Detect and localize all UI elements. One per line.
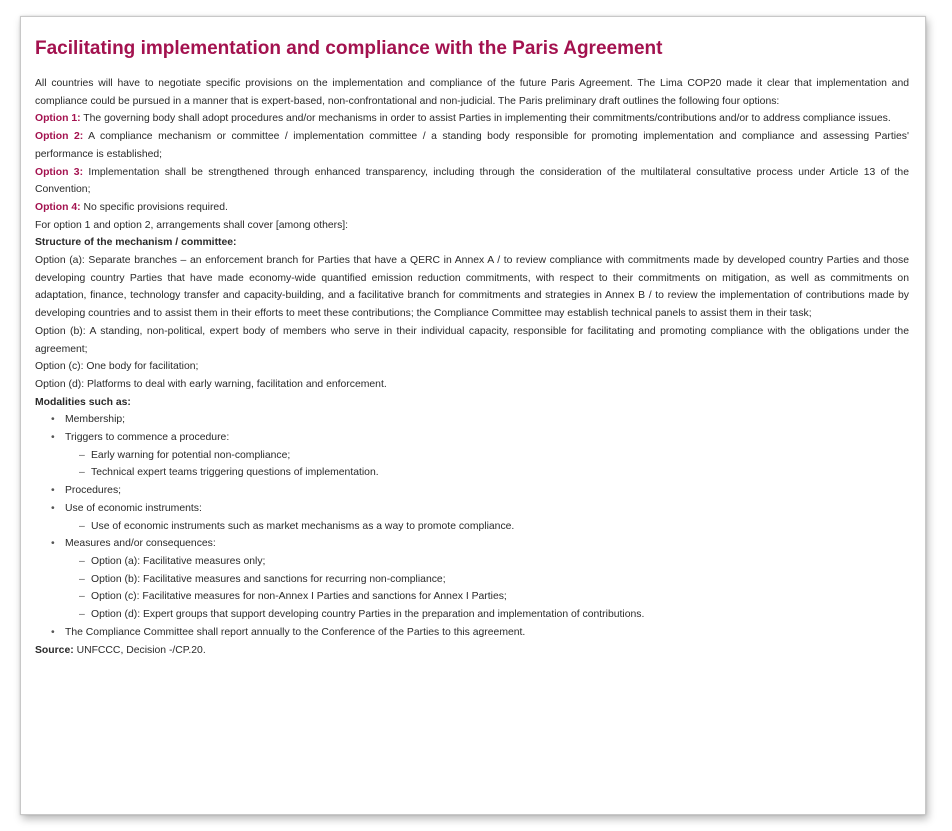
modalities-heading: Modalities such as:	[35, 396, 131, 408]
modality-reporting: • The Compliance Committee shall report annually to the Conference of the Parties to this agreement.	[49, 624, 909, 642]
document-box	[20, 16, 926, 815]
box-body	[35, 75, 909, 659]
modalities-list	[35, 411, 909, 641]
source-text: UNFCCC, Decision -/CP.20.	[73, 644, 206, 656]
trigger-sublist	[65, 447, 909, 482]
modality-triggers	[49, 429, 909, 482]
modality-procedures: • Procedures;	[49, 482, 909, 500]
intro-paragraph: All countries will have to negotiate specific provisions on the implementation and compliance of the future Paris Agreement. The Lima COP20 made it clear that implementation and compliance could be pursued in a manner that is expert-based, non-confrontational and non-judicial. The Paris preliminary draft outlines the following four options:	[35, 78, 909, 107]
list-item: – Option (d): Expert groups that support developing country Parties in the preparation and implementation of contributions.	[79, 606, 909, 624]
option-text: Implementation shall be strengthened through enhanced transparency, including through the consideration of the multilateral consultative process under Article 13 of the Convention;	[35, 166, 909, 196]
option-label: Option 4:	[35, 201, 81, 213]
list-item: – Early warning for potential non-compliance;	[79, 447, 909, 465]
modality-membership: • Membership;	[49, 411, 909, 429]
measures-sublist	[65, 553, 909, 624]
option-1	[35, 110, 909, 128]
option-label: Option 1:	[35, 113, 81, 125]
structure-heading: Structure of the mechanism / committee:	[35, 237, 237, 249]
list-item: – Option (a): Facilitative measures only;	[79, 553, 909, 571]
option-label: Option 2:	[35, 131, 84, 143]
modality-label: Triggers to commence a procedure:	[65, 432, 230, 444]
structure-option-c: Option (c): One body for facilitation;	[35, 361, 199, 373]
option-2	[35, 128, 909, 163]
modality-label: Measures and/or consequences:	[65, 538, 216, 550]
option-4	[35, 199, 909, 217]
option-text: No specific provisions required.	[80, 201, 228, 213]
list-item: – Technical expert teams triggering questions of implementation.	[79, 464, 909, 482]
list-item: – Option (b): Facilitative measures and sanctions for recurring non-compliance;	[79, 571, 909, 589]
box-title: Facilitating implementation and compliance with the Paris Agreement	[35, 38, 663, 59]
source-line	[35, 642, 909, 659]
modality-economic-instruments	[49, 500, 909, 535]
list-item: – Option (c): Facilitative measures for non-Annex I Parties and sanctions for Annex I Parties;	[79, 588, 909, 606]
structure-option-d: Option (d): Platforms to deal with early warning, facilitation and enforcement.	[35, 378, 387, 390]
economic-sublist	[65, 518, 909, 536]
option-text: A compliance mechanism or committee / implementation committee / a standing body responsible for promoting implementation and compliance and assessing Parties' performance is established;	[35, 131, 909, 160]
modality-measures	[49, 535, 909, 624]
option-3	[35, 164, 909, 199]
structure-option-a: Option (a): Separate branches – an enforcement branch for Parties that have a QERC in Annex A / to review compliance with commitments made by developed country Parties and those developing country Parties that have made economy-wide quantified emission reduction commitments, with respect to their commitments on mitigation, as well as commitments on adaptation, finance, technology transfer and capacity-building, and a facilitative branch for commitments and strategies in Annex B / to review the implementation of contributions made by developing countries and to assist them in their efforts to meet these contributions; the Compliance Committee may establish technical panels to assist them in their task;	[35, 255, 909, 320]
cover-line: For option 1 and option 2, arrangements shall cover [among others]:	[35, 219, 349, 231]
list-item: – Use of economic instruments such as market mechanisms as a way to promote compliance.	[79, 518, 909, 536]
modality-label: Use of economic instruments:	[65, 502, 202, 514]
option-text: The governing body shall adopt procedures and/or mechanisms in order to assist Parties in implementing their commitments/contributions and/or to address compliance issues.	[80, 113, 891, 125]
source-label: Source:	[35, 644, 74, 656]
structure-option-b: Option (b): A standing, non-political, expert body of members who serve in their individual capacity, responsible for facilitating and promoting compliance with the obligations under the agreement;	[35, 325, 909, 355]
option-label: Option 3:	[35, 166, 84, 178]
